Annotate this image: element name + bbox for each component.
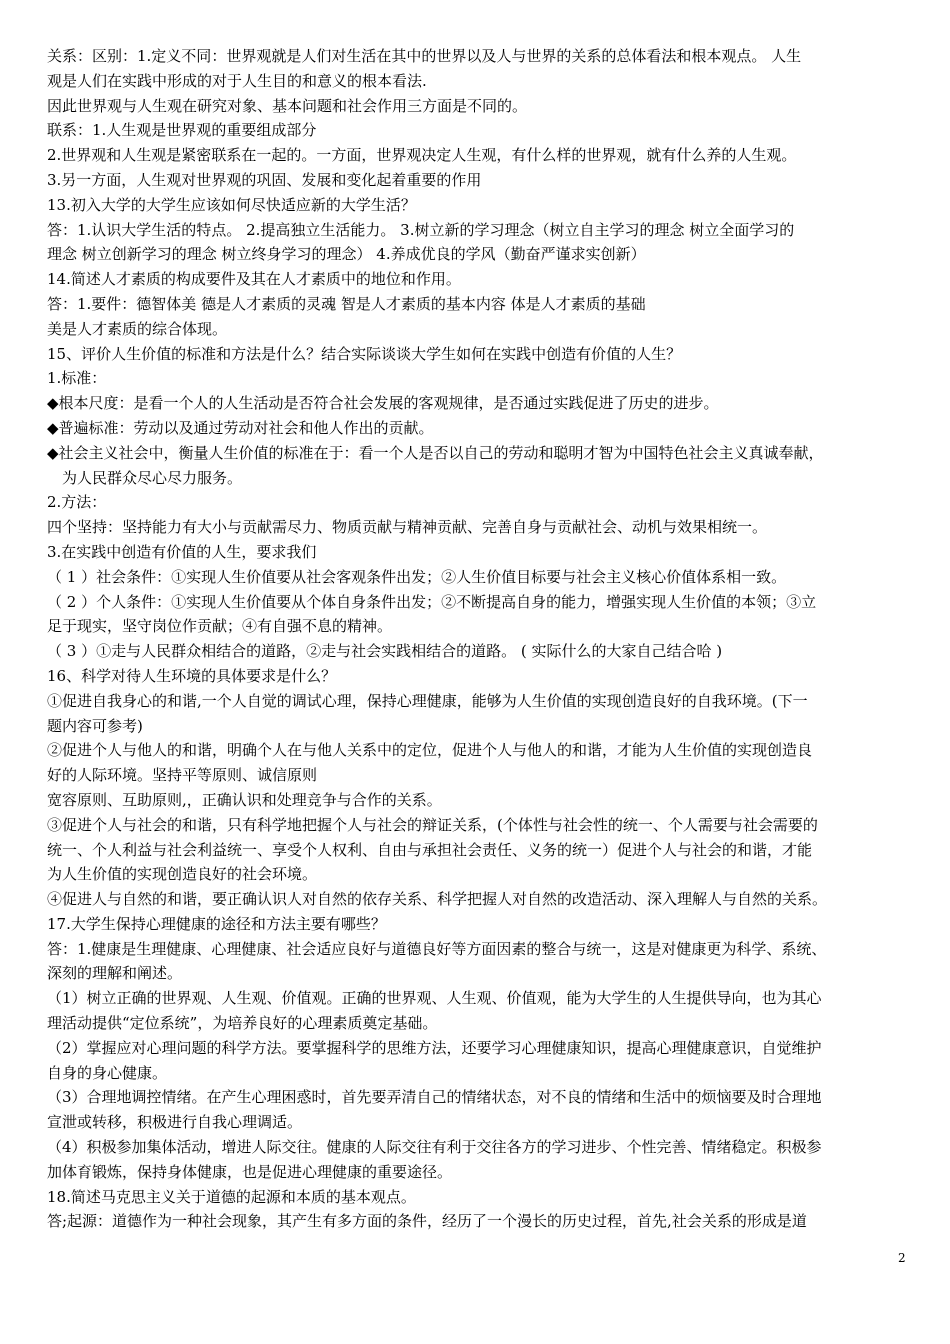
text-line: 答;起源：道德作为一种社会现象，其产生有多方面的条件，经历了一个漫长的历史过程，首先,社会关系的形成是道 [47, 1212, 807, 1231]
text-line: 因此世界观与人生观在研究对象、基本问题和社会作用三方面是不同的。 [47, 96, 528, 115]
question-heading: 13.初入大学的大学生应该如何尽快适应新的大学生活？ [47, 195, 416, 214]
text-line: 答：1.要件：德智体美 德是人才素质的灵魂 智是人才素质的基本内容 体是人才素质的基础 [47, 294, 646, 313]
text-line: 为人生价值的实现创造良好的社会环境。 [47, 865, 318, 884]
text-line: 3.在实践中创造有价值的人生，要求我们 [47, 542, 317, 561]
text-line: 3.另一方面，人生观对世界观的巩固、发展和变化起着重要的作用 [47, 170, 482, 189]
text-line: 为人民群众尽心尽力服务。 [62, 468, 243, 487]
text-line: 观是人们在实践中形成的对于人生目的和意义的根本看法. [47, 71, 427, 90]
text-line: 答：1.认识大学生活的特点。 2.提高独立生活能力。 3.树立新的学习理念（树立自主学习的理念 树立全面学习的 [47, 220, 795, 239]
text-line: 统一、个人利益与社会利益统一、享受个人权利、自由与承担社会责任、义务的统一）促进个人与社会的和谐，才能 [47, 840, 813, 859]
text-line: 美是人才素质的综合体现。 [47, 319, 228, 338]
text-line: 宣泄或转移，积极进行自我心理调适。 [47, 1113, 303, 1132]
text-line: ②促进个人与他人的和谐，明确个人在与他人关系中的定位，促进个人与他人的和谐，才能为人生价值的实现创造良 [47, 741, 813, 760]
text-line: 关系：区别：1.定义不同：世界观就是人们对生活在其中的世界以及人与世界的关系的总体看法和根本观点。 人生 [47, 47, 802, 65]
text-line: （3）合理地调控情绪。在产生心理困惑时，首先要弄清自己的情绪状态，对不良的情绪和生活中的烦恼要及时合理地 [47, 1088, 822, 1107]
text-line: 足于现实，坚守岗位作贡献；④有自强不息的精神。 [47, 617, 393, 636]
text-line: 理活动提供“定位系统”，为培养良好的心理素质奠定基础。 [47, 1014, 438, 1033]
text-line: 1.标准： [47, 369, 107, 388]
text-line: ①促进自我身心的和谐,一个人自觉的调试心理，保持心理健康，能够为人生价值的实现创造良好的自我环境。(下一 [47, 691, 808, 710]
text-line: 2.方法： [47, 493, 107, 512]
text-line: （1）树立正确的世界观、人生观、价值观。正确的世界观、人生观、价值观，能为大学生的人生提供导向，也为其心 [47, 989, 822, 1008]
text-line: ④促进人与自然的和谐，要正确认识人对自然的依存关系、科学把握人对自然的改造活动、深入理解人与自然的关系。 [47, 890, 828, 909]
text-line: ◆根本尺度：是看一个人的人生活动是否符合社会发展的客观规律，是否通过实践促进了历史的进步。 [47, 394, 719, 413]
text-line: （ 2 ）个人条件：①实现人生价值要从个体自身条件出发；②不断提高自身的能力，增强实现人生价值的本领；③立 [47, 592, 817, 611]
text-line: 深刻的理解和阐述。 [47, 964, 183, 983]
question-heading: 15、评价人生价值的标准和方法是什么？结合实际谈谈大学生如何在实践中创造有价值的人生？ [47, 344, 682, 363]
text-line: 加体育锻炼，保持身体健康，也是促进心理健康的重要途径。 [47, 1162, 453, 1181]
text-line: 宽容原则、互助原则,，正确认识和处理竞争与合作的关系。 [47, 790, 442, 809]
text-line: 答：1.健康是生理健康、心理健康、社会适应良好与道德良好等方面因素的整合与统一，这是对健康更为科学、系统、 [47, 939, 827, 958]
text-line: ③促进个人与社会的和谐，只有科学地把握个人与社会的辩证关系，(个体性与社会性的统一、个人需要与社会需要的 [47, 815, 818, 834]
text-line: 理念 树立创新学习的理念 树立终身学习的理念） 4.养成优良的学风（勤奋严谨求实创新） [47, 245, 646, 264]
document-body [47, 44, 907, 1234]
question-heading: 14.简述人才素质的构成要件及其在人才素质中的地位和作用。 [47, 270, 461, 289]
text-line: 自身的身心健康。 [47, 1063, 168, 1082]
question-heading: 16、科学对待人生环境的具体要求是什么？ [47, 666, 337, 685]
text-line: ◆社会主义社会中，衡量人生价值的标准在于：看一个人是否以自己的劳动和聪明才智为中国特色社会主义真诚奉献， [47, 443, 824, 462]
text-line: 题内容可参考) [47, 716, 143, 735]
text-line: 好的人际环境。坚持平等原则、诚信原则 [47, 766, 318, 785]
text-line: 四个坚持：坚持能力有大小与贡献需尽力、物质贡献与精神贡献、完善自身与贡献社会、动机与效果相统一。 [47, 518, 768, 537]
text-line: 2.世界观和人生观是紧密联系在一起的。一方面，世界观决定人生观，有什么样的世界观，就有什么养的人生观。 [47, 146, 797, 165]
text-line: 联系：1.人生观是世界观的重要组成部分 [47, 121, 317, 140]
question-heading: 18.简述马克思主义关于道德的起源和本质的基本观点。 [47, 1187, 416, 1206]
page-number: 2 [898, 1251, 906, 1265]
text-line: （ 3 ）①走与人民群众相结合的道路，②走与社会实践相结合的道路。 ( 实际什么的大家自己结合哈 ) [47, 642, 723, 661]
text-line: （2）掌握应对心理问题的科学方法。要掌握科学的思维方法，还要学习心理健康知识，提高心理健康意识，自觉维护 [47, 1038, 822, 1057]
text-line: （ 1 ）社会条件：①实现人生价值要从社会客观条件出发；②人生价值目标要与社会主义核心价值体系相一致。 [47, 567, 787, 586]
question-heading: 17.大学生保持心理健康的途径和方法主要有哪些？ [47, 914, 386, 933]
text-line: （4）积极参加集体活动，增进人际交往。健康的人际交往有利于交往各方的学习进步、个性完善、情绪稳定。积极参 [47, 1138, 822, 1157]
text-line: ◆普遍标准：劳动以及通过劳动对社会和他人作出的贡献。 [47, 418, 434, 437]
